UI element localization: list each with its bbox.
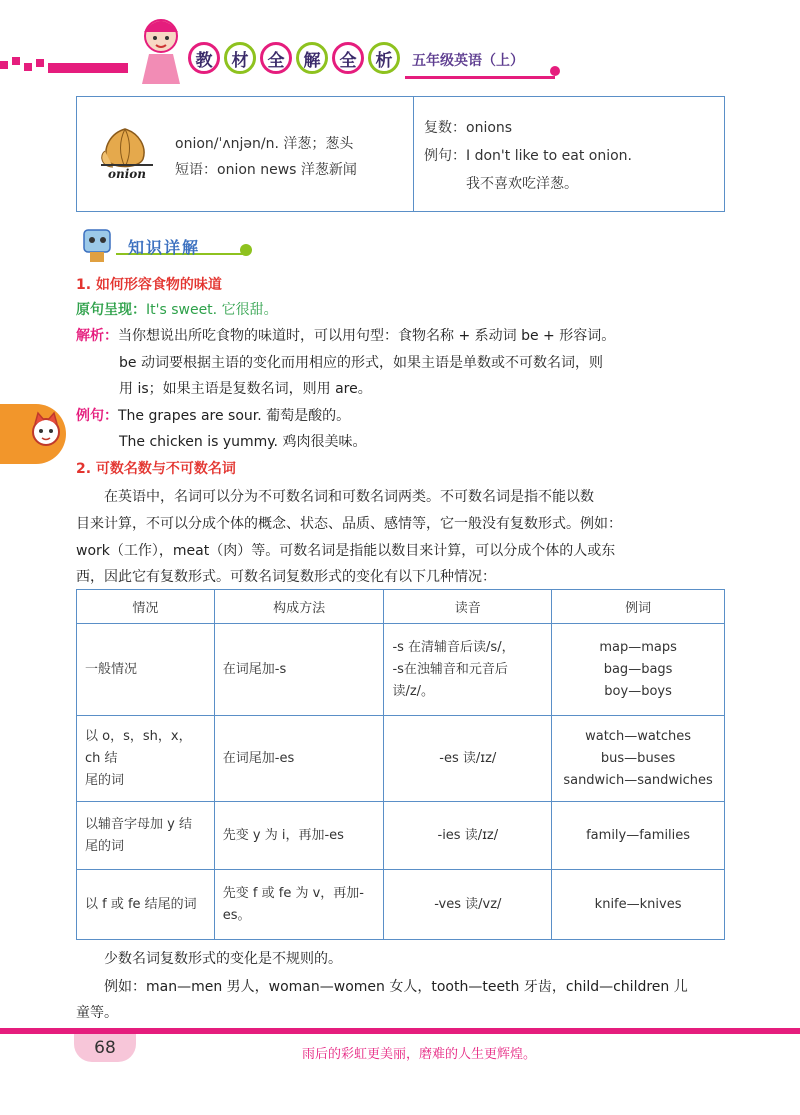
examples-cell: knife—knives — [552, 870, 725, 940]
example-word: bus—buses — [600, 750, 676, 766]
analysis-label: 解析： — [76, 328, 118, 344]
pronunciation-line: -s 在清辅音后读/s/， — [392, 639, 515, 655]
case-cell — [77, 716, 215, 802]
title-char: 全 — [260, 42, 292, 74]
table-row — [77, 624, 725, 716]
method-cell: 先变 y 为 i，再加-es — [214, 802, 384, 870]
examples-cell: family—families — [552, 802, 725, 870]
original-sentence-label: 原句呈现： — [76, 302, 146, 318]
page-header — [0, 0, 800, 90]
irregular-note: 少数名词复数形式的变化是不规则的。 — [104, 951, 342, 967]
analysis-line-2: be 动词要根据主语的变化而用相应的形式，如果主语是单数或不可数名词，则 — [119, 355, 603, 371]
pronunciation-cell — [384, 624, 552, 716]
plural-rules-table — [76, 589, 725, 940]
onion-image-label: onion — [101, 164, 153, 181]
analysis-line-3: 用 is；如果主语是复数名词，则用 are。 — [119, 381, 372, 397]
point-2-title: 2. 可数名数与不可数名词 — [76, 461, 236, 477]
page-number: 68 — [74, 1034, 136, 1062]
case-line: 尾的词 — [85, 772, 125, 788]
analysis-line-1 — [76, 325, 615, 345]
table-row — [77, 802, 725, 870]
method-cell — [214, 870, 384, 940]
book-title — [188, 42, 400, 74]
grade-label: 五年级英语（上） — [412, 53, 524, 69]
mascot-girl-icon — [132, 12, 190, 88]
checker-decoration-icon — [0, 55, 130, 77]
case-cell: 一般情况 — [77, 624, 215, 716]
example-word: boy—boys — [604, 683, 672, 699]
paragraph-line: 在英语中，名词可以分为不可数名词和可数名词两类。不可数名词是指不能以数 — [104, 489, 594, 505]
example-line-1 — [76, 405, 350, 425]
original-sentence-text: It's sweet. 它很甜。 — [146, 302, 278, 318]
paragraph-line: 目来计算，不可以分成个体的概念、状态、品质、感情等，它一般没有复数形式。例如： — [76, 516, 622, 532]
example-line-2: The chicken is yummy. 鸡肉很美味。 — [119, 434, 367, 450]
examples-cell — [552, 624, 725, 716]
table-header: 读音 — [384, 590, 552, 624]
examples-cell — [552, 716, 725, 802]
word-example-en: 例句：I don't like to eat onion. — [424, 148, 632, 164]
vocabulary-entry — [77, 97, 414, 211]
title-char: 全 — [332, 42, 364, 74]
example-word: map—maps — [599, 639, 677, 655]
analysis-text: 当你想说出所吃食物的味道时，可以用句型：食物名称 + 系动词 be + 形容词。 — [118, 328, 616, 344]
irregular-examples: 例如：man—men 男人，woman—women 女人，tooth—teeth 牙齿，child—children 儿 — [104, 979, 688, 995]
case-cell — [77, 802, 215, 870]
example-word: sandwich—sandwiches — [563, 772, 713, 788]
pronunciation-line: -s在浊辅音和元音后 — [392, 661, 508, 677]
table-row — [77, 716, 725, 802]
vocabulary-usage — [414, 97, 724, 211]
word-phrase: 短语：onion news 洋葱新闻 — [175, 162, 357, 178]
example-text: The grapes are sour. 葡萄是酸的。 — [118, 408, 351, 424]
case-line: 以辅音字母加 y 结 — [85, 816, 192, 832]
point-1-title: 1. 如何形容食物的味道 — [76, 277, 222, 293]
table-header-row — [77, 590, 725, 624]
pronunciation-cell: -ies 读/ɪz/ — [384, 802, 552, 870]
title-char: 解 — [296, 42, 328, 74]
table-header: 例词 — [552, 590, 725, 624]
table-header: 构成方法 — [214, 590, 384, 624]
pronunciation-line: 读/z/。 — [392, 683, 435, 699]
case-cell: 以 f 或 fe 结尾的词 — [77, 870, 215, 940]
original-sentence — [76, 299, 278, 319]
method-cell: 在词尾加-es — [214, 716, 384, 802]
paragraph-line: 西，因此它有复数形式。可数名词复数形式的变化有以下几种情况： — [76, 569, 496, 585]
example-word: bag—bags — [603, 661, 673, 677]
title-char: 材 — [224, 42, 256, 74]
title-char: 析 — [368, 42, 400, 74]
header-dot — [550, 66, 560, 76]
cat-face-icon — [30, 410, 62, 454]
section-banner-title: 知识详解 — [128, 238, 201, 257]
irregular-examples-end: 童等。 — [76, 1005, 118, 1021]
method-line: 先变 f 或 fe 为 v，再加- — [222, 885, 364, 901]
title-char: 教 — [188, 42, 220, 74]
footer-motto: 雨后的彩虹更美丽，磨难的人生更辉煌。 — [302, 1047, 537, 1062]
vocabulary-box — [76, 96, 725, 212]
case-line: 尾的词 — [85, 838, 125, 854]
section-banner — [76, 222, 256, 264]
word-example-cn: 我不喜欢吃洋葱。 — [466, 176, 578, 192]
pronunciation-cell: -es 读/ɪz/ — [384, 716, 552, 802]
pronunciation-cell: -ves 读/vz/ — [384, 870, 552, 940]
word-entry: onion/ˈʌnjən/n. 洋葱；葱头 — [175, 136, 354, 152]
example-word: watch—watches — [585, 728, 692, 744]
word-plural: 复数：onions — [424, 120, 513, 136]
paragraph-line: work（工作），meat（肉）等。可数名词是指能以数目来计算，可以分成个体的人或东 — [76, 543, 616, 559]
table-header: 情况 — [77, 590, 215, 624]
method-line: es。 — [222, 907, 251, 923]
table-row — [77, 870, 725, 940]
case-line: 以 o，s，sh，x，ch 结 — [85, 728, 192, 766]
header-underline — [405, 76, 555, 79]
method-cell: 在词尾加-s — [214, 624, 384, 716]
example-label: 例句： — [76, 408, 118, 424]
